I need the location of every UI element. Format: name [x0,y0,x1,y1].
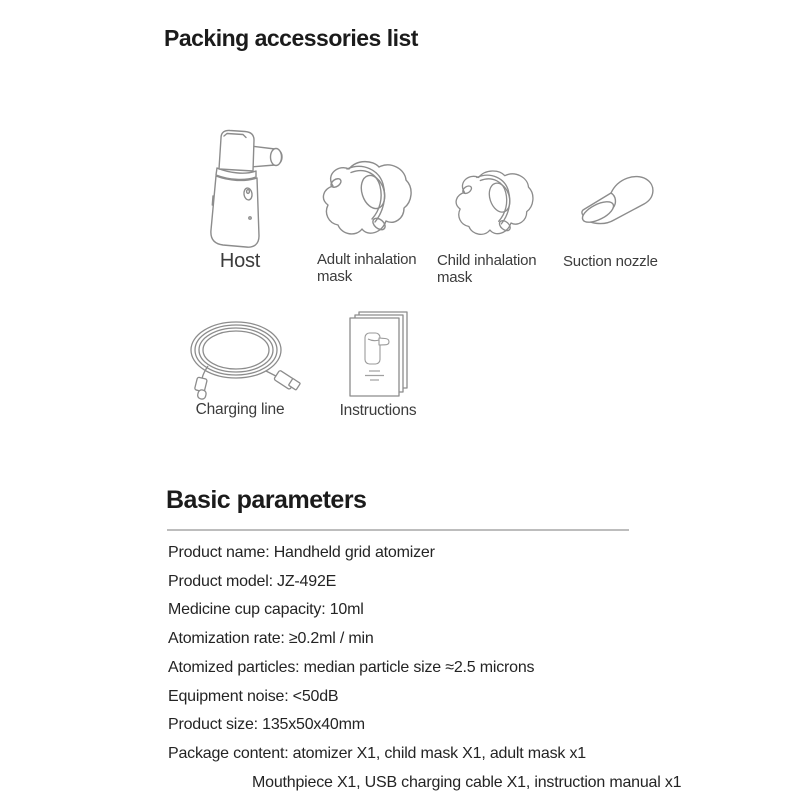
parameter-atomization-rate: Atomization rate: ≥0.2ml / min [168,630,374,648]
suction-nozzle-label: Suction nozzle [563,253,658,270]
nebulizer-host-icon [193,126,288,253]
parameter-atomized-particles: Atomized particles: median particle size ≈2.5 microns [168,658,535,676]
parameter-package-content-line1: Package content: atomizer X1, child mask X1, adult mask x1 [168,744,586,762]
instructions-label: Instructions [339,402,417,419]
section-divider-line [167,529,629,531]
packing-accessories-title: Packing accessories list [164,25,418,51]
parameter-package-content-line2: Mouthpiece X1, USB charging cable X1, instruction manual x1 [252,773,682,791]
child-inhalation-mask-icon [447,166,539,250]
suction-nozzle-icon [576,170,661,237]
basic-parameters-title: Basic parameters [166,486,367,514]
parameter-product-model: Product model: JZ-492E [168,572,337,590]
charging-line-label: Charging line [195,401,285,418]
adult-inhalation-mask-icon [313,156,418,251]
instruction-manual-icon [343,308,413,405]
parameter-cup-capacity: Medicine cup capacity: 10ml [168,601,364,619]
charging-cable-icon [178,314,302,407]
child-mask-label: Child inhalation mask [437,252,537,286]
parameter-product-name: Product name: Handheld grid atomizer [168,544,435,561]
parameter-product-size: Product size: 135x50x40mm [168,716,365,734]
parameters-list [168,539,728,797]
adult-mask-label: Adult inhalation mask [317,251,417,285]
host-label: Host [219,250,261,272]
parameter-equipment-noise: Equipment noise: <50dB [168,687,339,705]
